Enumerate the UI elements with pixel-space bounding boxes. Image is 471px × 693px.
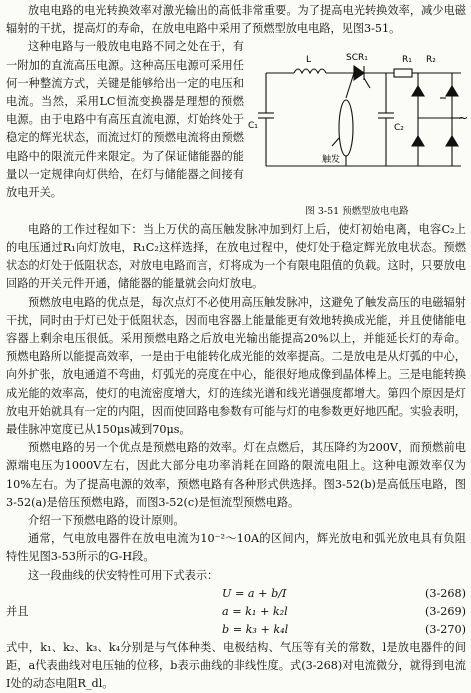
left-column <box>6 38 244 220</box>
diode-4 <box>446 136 458 146</box>
label-R2: R₂ <box>426 55 436 66</box>
paragraph-3: 预燃放电电路的优点是，每次点灯不必使用高压触发脉冲，这避免了触发高压的电磁辐射干扰，同时由于灯已处于低阻状态，因而电容器上能量能更有效地转换成光能，并且使储能电容器上剩余电压很低。采用预燃电路之后放电光输出能提高20%以上，并能延长灯的寿命。预燃电路所以能提高效率，一是由于电能转化成光能的效率提高。二是放电是从灯弧的中心，向外扩张，放电通道不弯曲，灯弧光的亮度在中心，能很好地成像到晶体棒上。三是电能转换成光能的效率高，使灯的电流密度增大，灯的连续光谱和线光谱强度都增大。第四个原因是灯放电开始就具有一定的内阻，因而使回路电参数有可能与灯的电参数更好地匹配。实验表明，最佳脉冲宽度已从150μs减到70μs。 <box>6 295 466 437</box>
label-trigger: 触发 <box>322 155 341 166</box>
diode-1 <box>412 86 424 96</box>
equation-row <box>6 603 466 621</box>
equation: b = k₃ + k₄l <box>222 622 289 636</box>
equation-row <box>6 585 466 603</box>
flash-lamp <box>339 100 353 156</box>
paragraph-7: 这一段曲线的伏安特性可用下式表示： <box>28 568 219 582</box>
diode-2 <box>446 86 458 96</box>
label-C2: C₂ <box>394 123 404 134</box>
paragraph-5: 介绍一下预燃电路的设计原则。 <box>28 514 185 528</box>
scr-symbol <box>354 66 364 80</box>
paragraph-1: 这种电路与一般放电电路不同之处在于，有一附加的直流高压电源。这种高压电源可采用任何一种整流方式，关键是能够给出一定的电压和电流。当然，采用LC恒流变换器是理想的预燃电源。由于电路中有高压直流电源，灯始终处于稳定的辉光状态，而流过灯的预燃电流将由预燃电路中的限流元件来限定。为了保证储能器的能量以一定规律向灯供给，在灯与储能器之间接有放电开关。 <box>6 40 244 200</box>
intro-paragraph: 放电电路的电光转换效率对激光输出的高低非常重要。为了提高电光转换效率，减少电磁辐射的干扰，提高灯的寿命，在放电电路中采用了预燃型放电电路，见图3-51。 <box>6 4 466 36</box>
equation: U = a + b/I <box>222 586 287 600</box>
equation-block <box>6 585 466 639</box>
text-with-figure <box>6 38 466 220</box>
equation: a = k₁ + k₂l <box>222 604 288 618</box>
equation-number: (3-268) <box>425 586 466 600</box>
label-SCR: SCR₁ <box>346 53 368 64</box>
equation-lead: 并且 <box>6 604 29 618</box>
resistor-R1 <box>394 69 412 77</box>
equation-number: (3-270) <box>425 622 466 636</box>
paragraph-2: 电路的工作过程如下：当上万伏的高压触发脉冲加到灯上后，使灯初始电离，电容C₂上的电压通过R₁向灯放电，R₁C₂这样选择，在放电过程中，使灯处于稳定辉光放电状态。预燃状态的灯处于低阻状态，对放电电路而言，灯将成为一个有限电阻值的负载。这时，只要放电回路的开关元件开通，储能器的能量就会向灯放电。 <box>6 222 466 291</box>
circuit-diagram <box>246 38 468 198</box>
equation-number: (3-269) <box>425 604 466 618</box>
figure-3-51 <box>246 38 468 220</box>
paragraph-4: 预燃电路的另一个优点是预燃电路的效率。灯在点燃后，其压降约为200V，而预燃前电源端电压为1000V左右，因此大部分电功率消耗在回路的限流电阻上。这种电源效率仅为10%左右。为了提高电源的效率，预燃电路有各种形式供选择。图3-52(b)是高低压电路，图3-52(a)是倍压预燃电路，而图3-52(c)是恒流型预燃电路。 <box>6 441 466 509</box>
inductor-L <box>294 69 326 73</box>
equation-row <box>6 621 466 639</box>
diode-3 <box>412 136 424 146</box>
label-L: L <box>306 55 312 66</box>
paragraph-6: 通常，气电放电器件在放电电流为10⁻²～10A的区间内，辉光放电和弧光放电具有负阻特性见图3-53所示的G-H段。 <box>6 532 466 564</box>
label-C1: C₁ <box>248 121 258 132</box>
tail-paragraph: 式中，k₁、k₂、k₃、k₄分别是与气体种类、电极结构、气压等有关的常数，l是放电器件的间距，a代表曲线对电压轴的位移，b表示曲线的非线性度。式(3-268)对电流微分，就得到电流I处的动态电阻R_dl。 <box>6 640 466 691</box>
label-ac: ~ <box>458 111 468 126</box>
label-R1: R₁ <box>402 55 412 66</box>
page <box>6 2 466 693</box>
figure-caption: 图 3-51 预燃型放电电路 <box>305 205 409 217</box>
